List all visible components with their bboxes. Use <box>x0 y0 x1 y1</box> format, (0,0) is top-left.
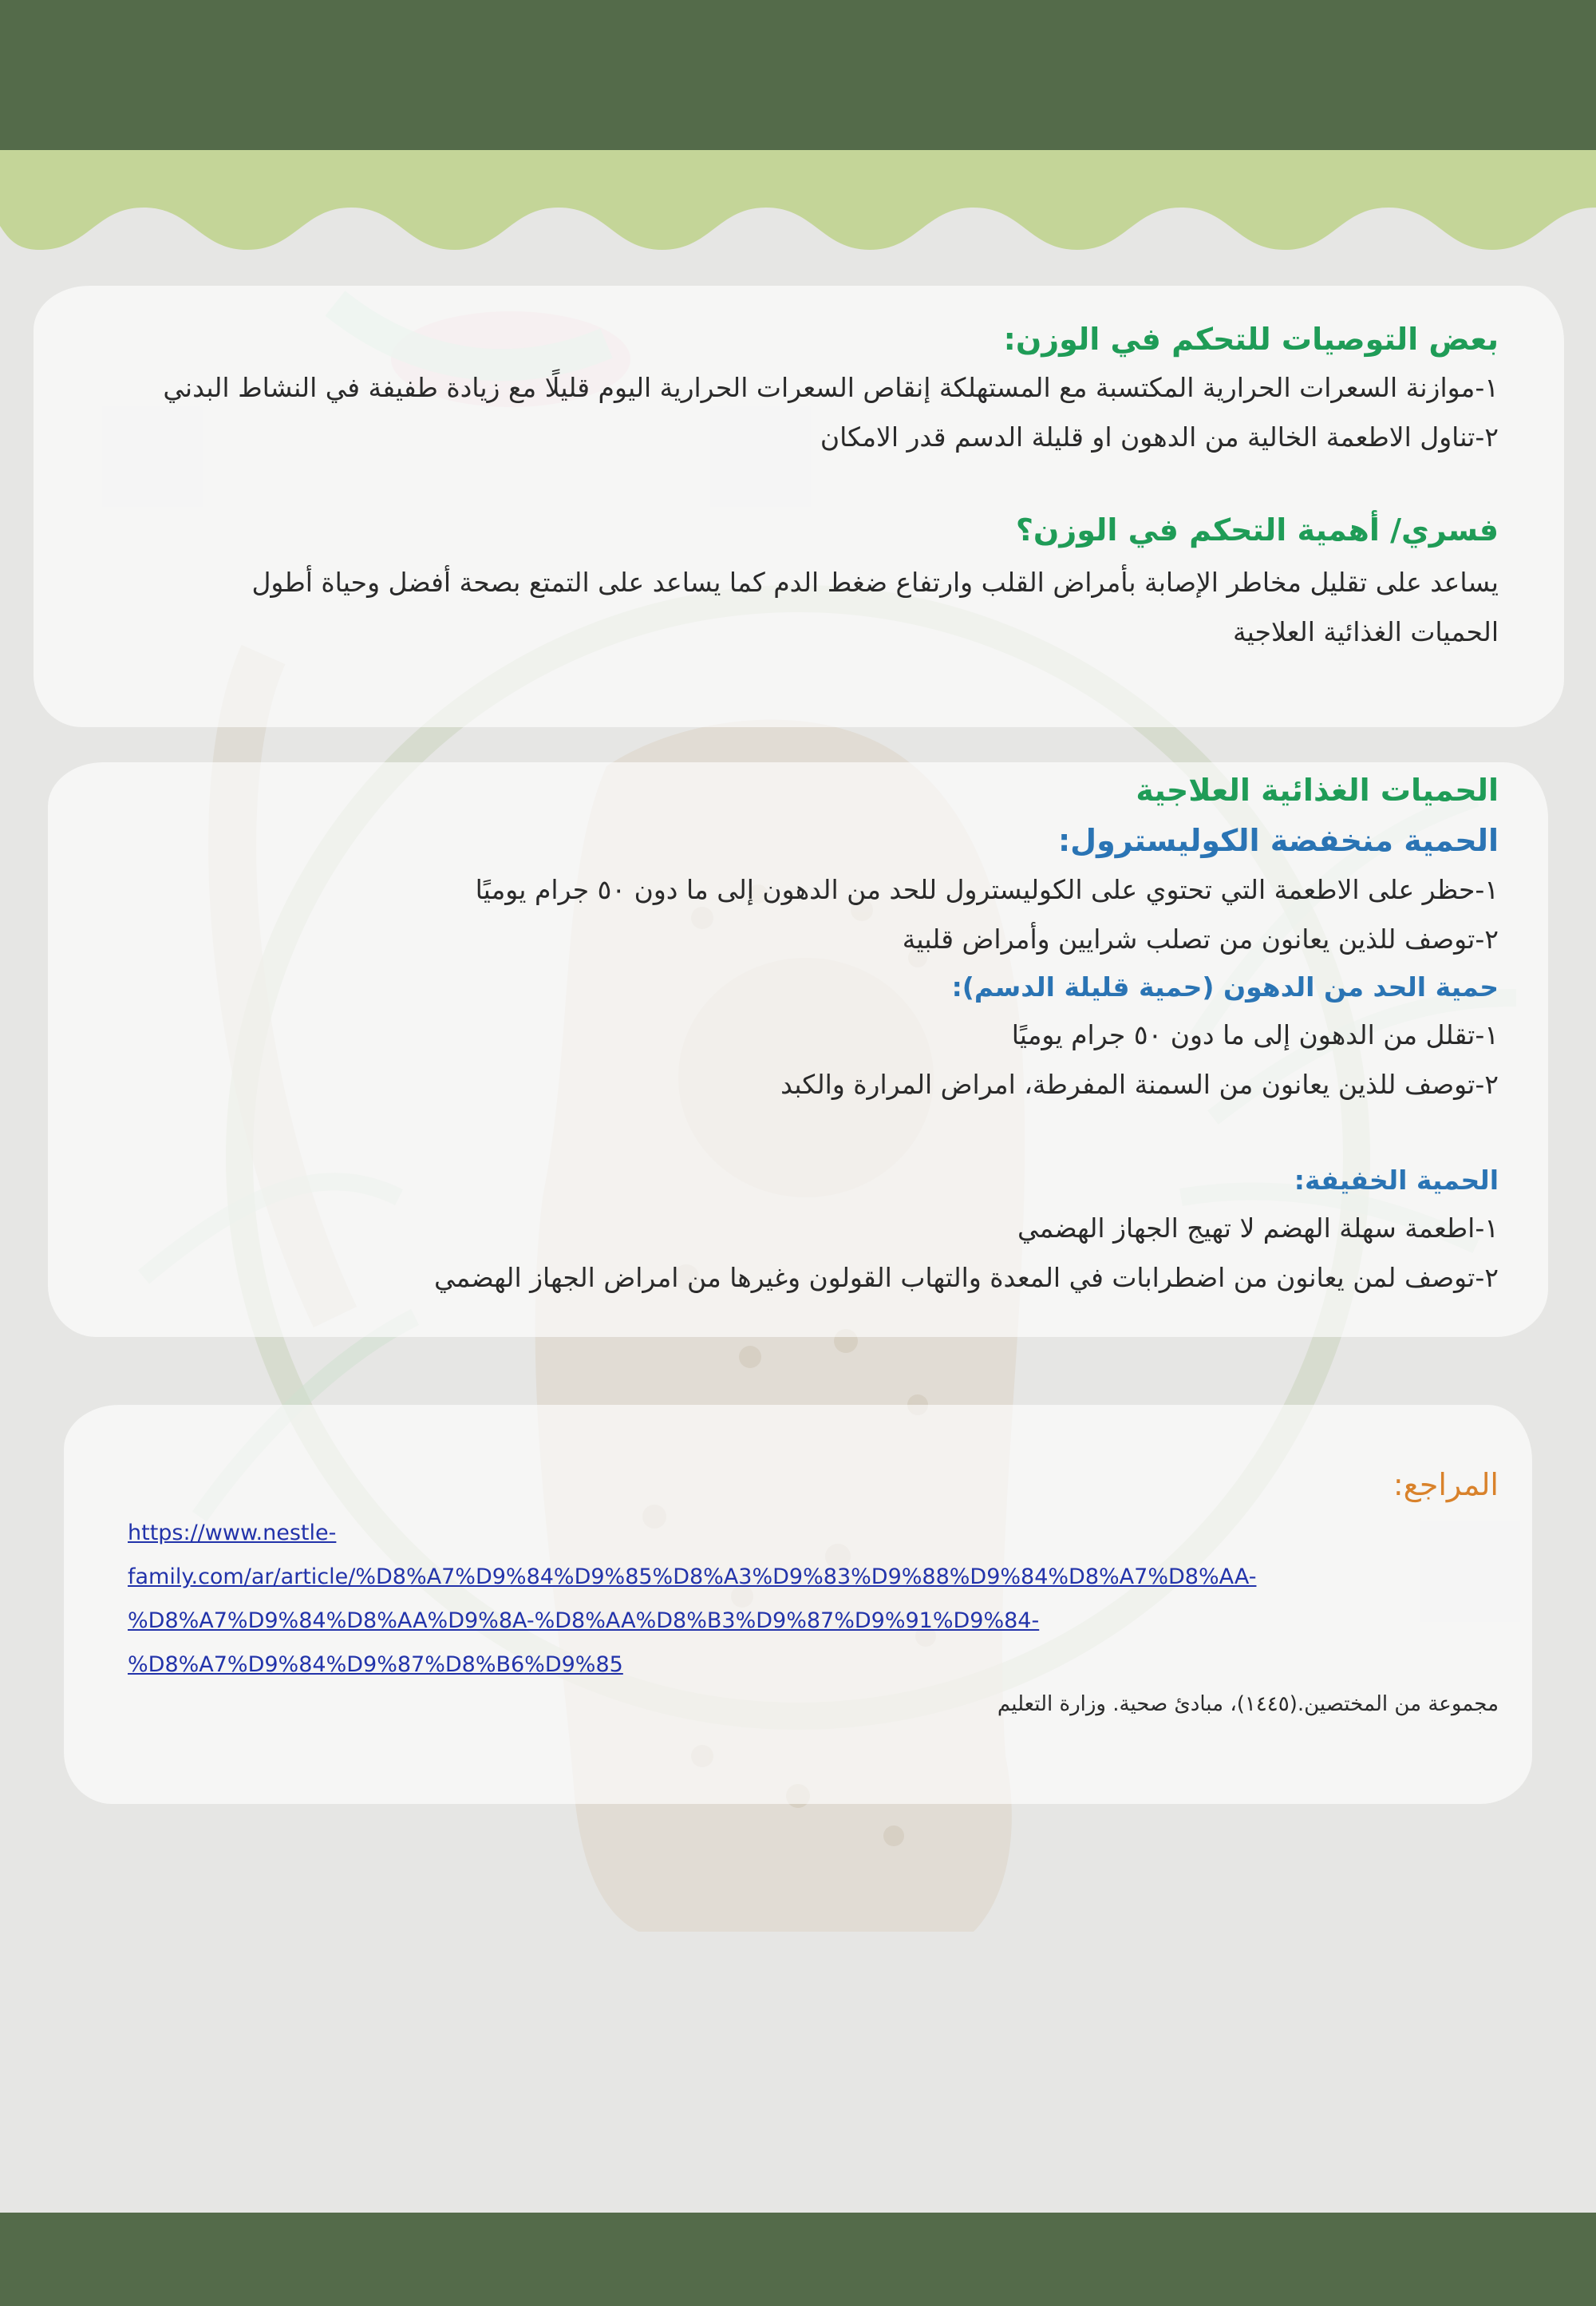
references-title: المراجع: <box>1393 1467 1499 1502</box>
low-fat-item-2: ٢-توصف للذين يعانون من السمنة المفرطة، امراض المرارة والكبد <box>780 1069 1499 1100</box>
light-diet-item-2: ٢-توصف لمن يعانون من اضطرابات في المعدة والتهاب القولون وغيرها من امراض الجهاز الهضمي <box>434 1262 1499 1293</box>
light-diet-title: الحمية الخفيفة: <box>1294 1165 1499 1196</box>
light-diet-item-1: ١-اطعمة سهلة الهضم لا تهيج الجهاز الهضمي <box>1017 1212 1499 1244</box>
recommendations-title: بعض التوصيات للتحكم في الوزن: <box>1003 322 1499 357</box>
question-answer-line-1: يساعد على تقليل مخاطر الإصابة بأمراض القلب وارتفاع ضغط الدم كما يساعد على التمتع بصحة أفضل وحياة أطول <box>251 567 1499 598</box>
recommendation-item-2: ٢-تناول الاطعمة الخالية من الدهون او قليلة الدسم قدر الامكان <box>820 421 1499 453</box>
references-section <box>126 1461 1499 1509</box>
recommendations-section <box>38 315 1499 657</box>
question-title: فسري/ أهمية التحكم في الوزن؟ <box>1015 512 1499 548</box>
question-answer-line-2: الحميات الغذائية العلاجية <box>1232 616 1499 647</box>
reference-citation: مجموعة من المختصين.(١٤٤٥)، مبادئ صحية. وزارة التعليم <box>997 1692 1499 1716</box>
low-cholesterol-item-2: ٢-توصف للذين يعانون من تصلب شرايين وأمراض قلبية <box>902 924 1499 955</box>
reference-link-line-3[interactable]: %D8%A7%D9%84%D8%AA%D9%8A-%D8%AA%D8%B3%D9%87%D9%91%D9%84- <box>128 1608 1040 1633</box>
low-cholesterol-item-1: ١-حظر على الاطعمة التي تحتوي على الكوليسترول للحد من الدهون إلى ما دون ٥٠ جرام يوميًا <box>475 874 1499 905</box>
low-fat-item-1: ١-تقلل من الدهون إلى ما دون ٥٠ جرام يوميًا <box>1011 1019 1499 1050</box>
reference-link-line-4[interactable]: %D8%A7%D9%84%D9%87%D8%B6%D9%85 <box>128 1652 623 1677</box>
recommendation-item-1: ١-موازنة السعرات الحرارية المكتسبة مع المستهلكة إنقاص السعرات الحرارية اليوم قليلًا مع زيادة طفيفة في النشاط البدني <box>163 372 1499 403</box>
reference-link-line-1[interactable]: https://www.nestle- <box>128 1521 337 1545</box>
low-cholesterol-title: الحمية منخفضة الكوليسترول: <box>1057 823 1499 858</box>
diets-section <box>142 765 1499 1303</box>
diets-title: الحميات الغذائية العلاجية <box>1136 773 1499 808</box>
reference-link[interactable] <box>128 1511 1373 1687</box>
footer-band <box>0 2213 1596 2306</box>
low-fat-title: حمية الحد من الدهون (حمية قليلة الدسم): <box>951 971 1499 1003</box>
reference-link-line-2[interactable]: family.com/ar/article/%D8%A7%D9%84%D9%85%D8%A3%D9%83%D9%88%D9%84%D8%A7%D8%AA- <box>128 1564 1257 1589</box>
